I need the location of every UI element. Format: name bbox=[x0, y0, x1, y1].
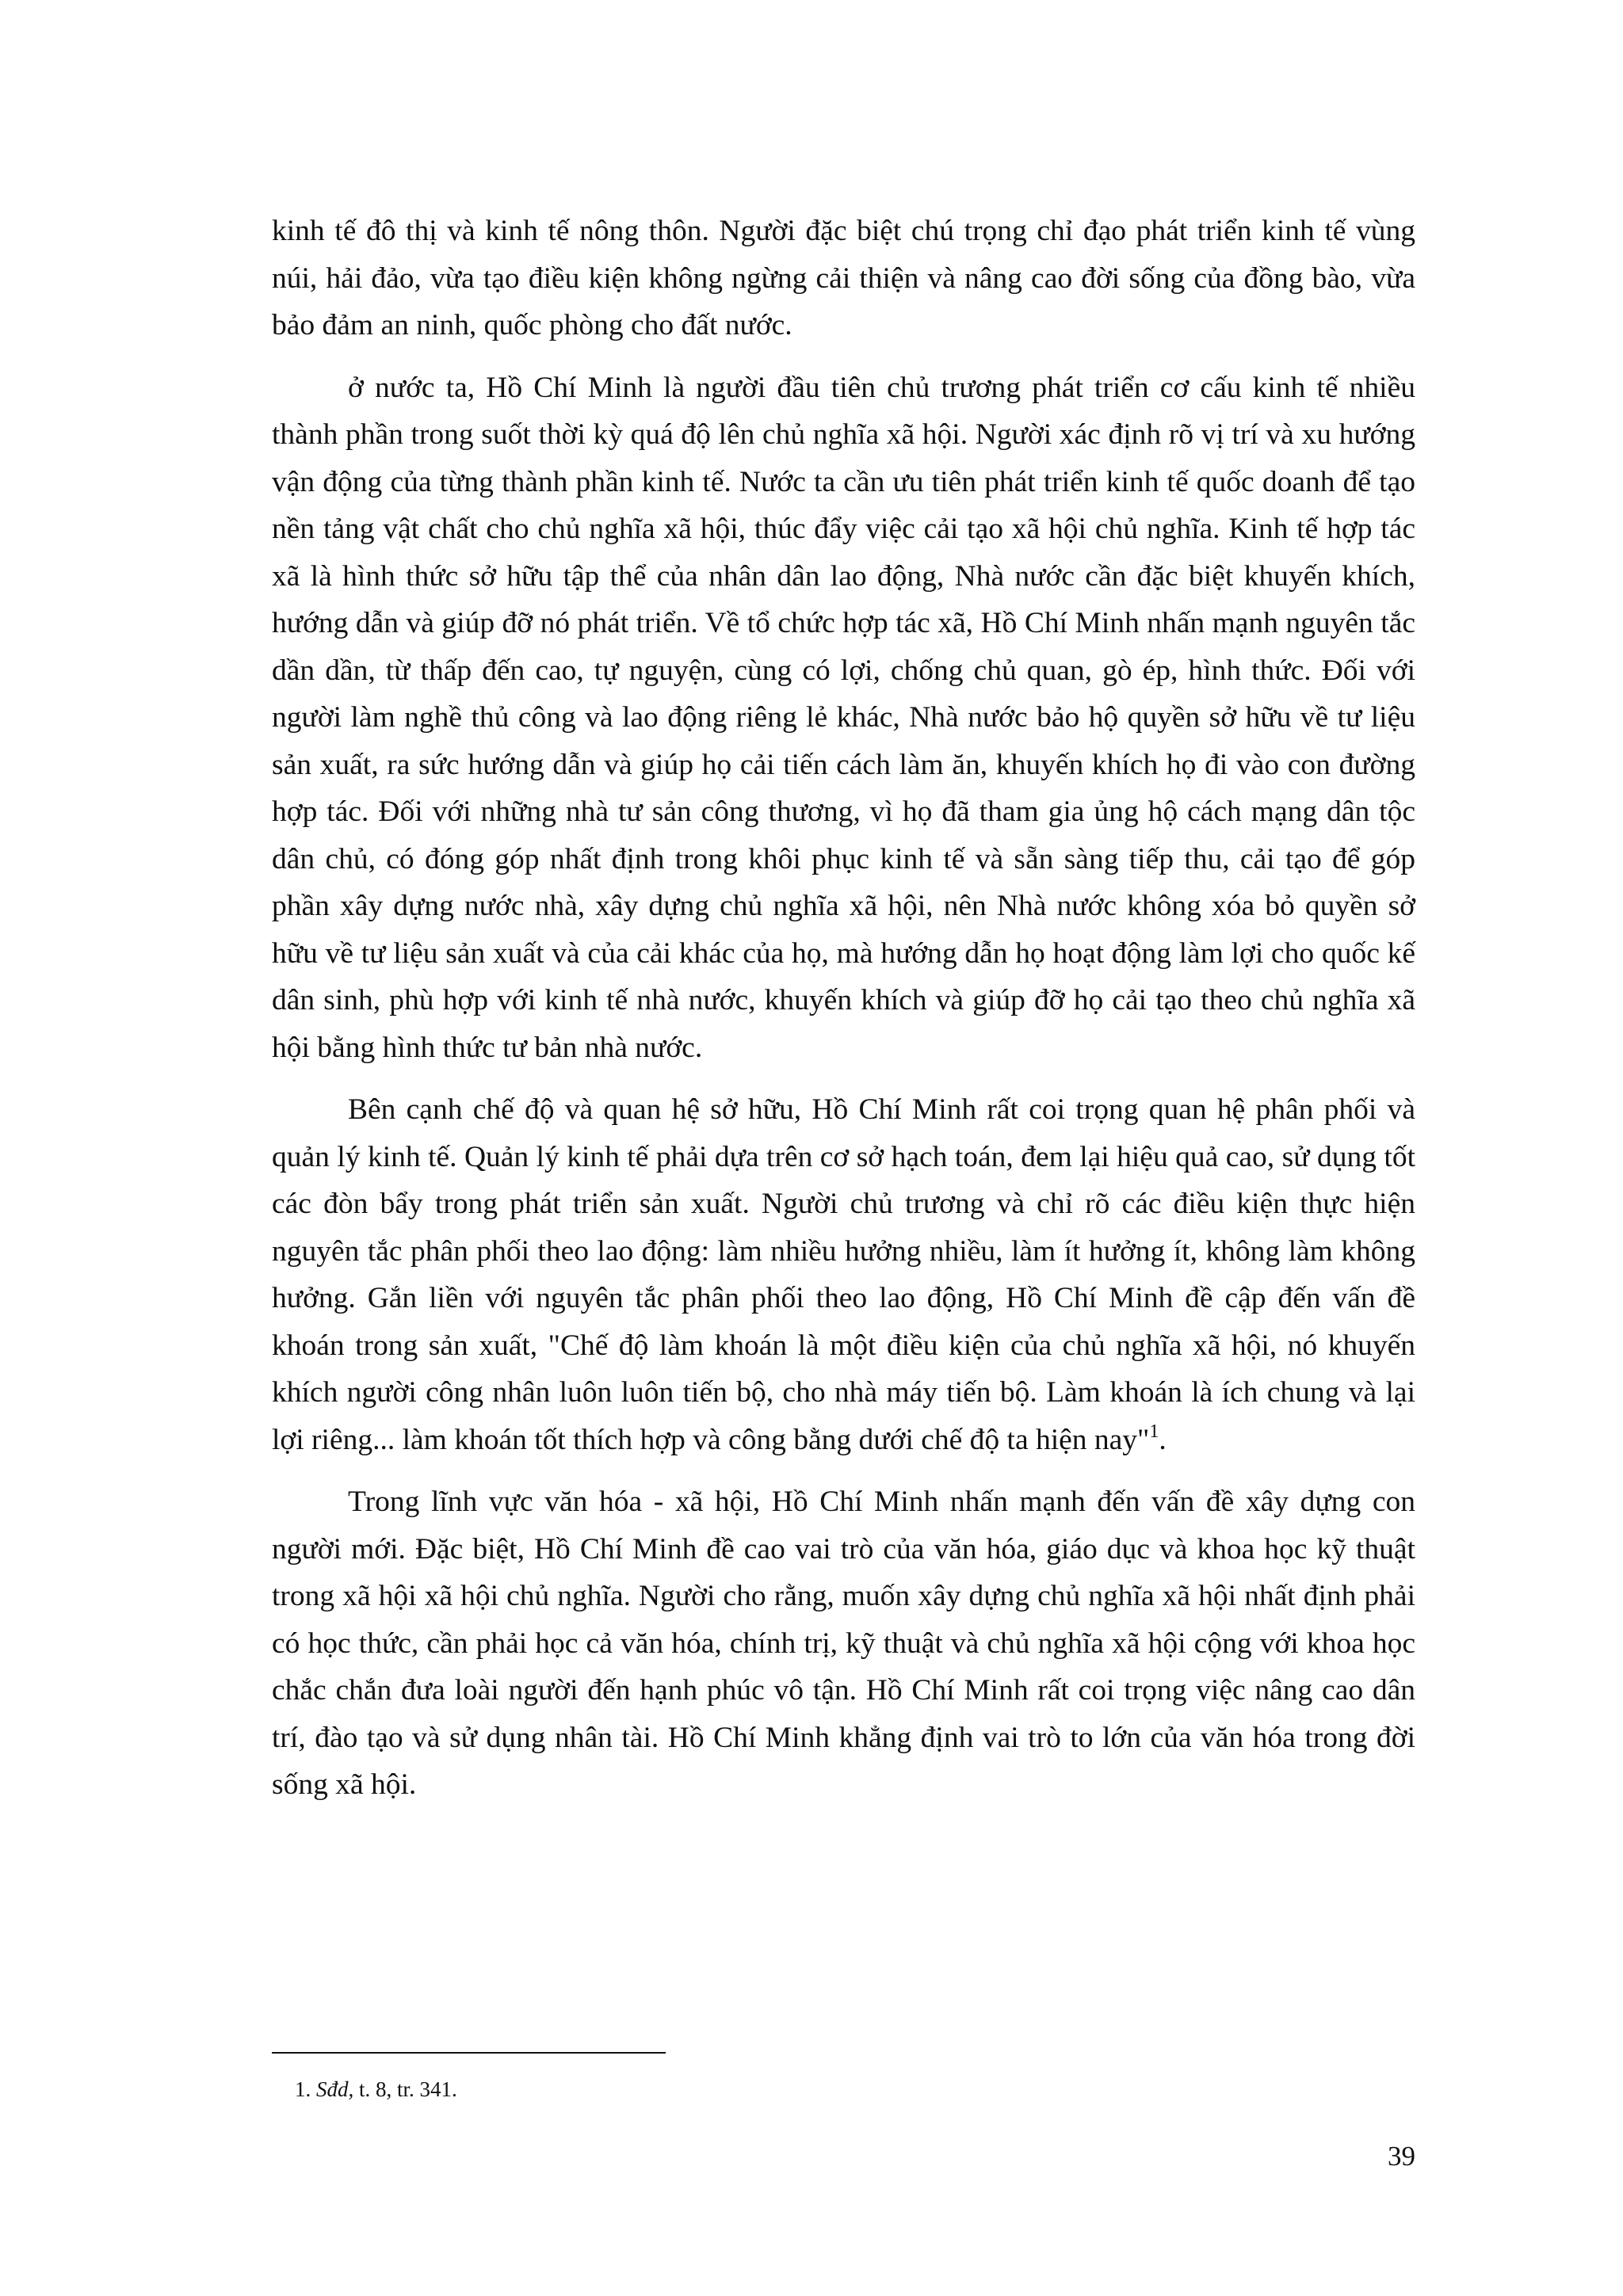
paragraph-3-end-punct: . bbox=[1159, 1423, 1167, 1456]
paragraph-4: Trong lĩnh vực văn hóa - xã hội, Hồ Chí Minh nhấn mạnh đến vấn đề xây dựng con người mới. Đặc biệt, Hồ Chí Minh đề cao vai trò của văn hóa, giáo dục và khoa học kỹ thuật trong xã hội xã hội chủ nghĩa. Người cho rằng, muốn xây dựng chủ nghĩa xã hội nhất định phải có học thức, cần phải học cả văn hóa, chính trị, kỹ thuật và chủ nghĩa xã hội cộng với khoa học chắc chắn đưa loài người đến hạnh phúc vô tận. Hồ Chí Minh rất coi trọng việc nâng cao dân trí, đào tạo và sử dụng nhân tài. Hồ Chí Minh khẳng định vai trò to lớn của văn hóa trong đời sống xã hội. bbox=[272, 1486, 1415, 1801]
footnote-detail: t. 8, tr. 341. bbox=[359, 2077, 457, 2101]
body-text bbox=[272, 208, 1415, 1809]
footnote-number: 1. bbox=[295, 2077, 311, 2101]
footnote-source: Sđd, bbox=[316, 2077, 354, 2101]
paragraph-3 bbox=[272, 1086, 1415, 1463]
paragraph-2: ở nước ta, Hồ Chí Minh là người đầu tiên chủ trương phát triển cơ cấu kinh tế nhiều thành phần trong suốt thời kỳ quá độ lên chủ nghĩa xã hội. Người xác định rõ vị trí và xu hướng vận động của từng thành phần kinh tế. Nước ta cần ưu tiên phát triển kinh tế quốc doanh để tạo nền tảng vật chất cho chủ nghĩa xã hội, thúc đẩy việc cải tạo xã hội chủ nghĩa. Kinh tế hợp tác xã là hình thức sở hữu tập thể của nhân dân lao động, Nhà nước cần đặc biệt khuyến khích, hướng dẫn và giúp đỡ nó phát triển. Về tổ chức hợp tác xã, Hồ Chí Minh nhấn mạnh nguyên tắc dần dần, từ thấp đến cao, tự nguyện, cùng có lợi, chống chủ quan, gò ép, hình thức. Đối với người làm nghề thủ công và lao động riêng lẻ khác, Nhà nước bảo hộ quyền sở hữu về tư liệu sản xuất, ra sức hướng dẫn và giúp họ cải tiến cách làm ăn, khuyến khích họ đi vào con đường hợp tác. Đối với những nhà tư sản công thương, vì họ đã tham gia ủng hộ cách mạng dân tộc dân chủ, có đóng góp nhất định trong khôi phục kinh tế và sẵn sàng tiếp thu, cải tạo để góp phần xây dựng nước nhà, xây dựng chủ nghĩa xã hội, nên Nhà nước không xóa bỏ quyền sở hữu về tư liệu sản xuất và của cải khác của họ, mà hướng dẫn họ hoạt động làm lợi cho quốc kế dân sinh, phù hợp với kinh tế nhà nước, khuyến khích và giúp đỡ họ cải tạo theo chủ nghĩa xã hội bằng hình thức tư bản nhà nước. bbox=[272, 371, 1415, 1064]
footnote-separator bbox=[272, 2052, 666, 2054]
page-number: 39 bbox=[1388, 2141, 1415, 2172]
footnote-reference[interactable]: 1 bbox=[1149, 1421, 1159, 1442]
footnote bbox=[295, 2076, 457, 2103]
paragraph-1: kinh tế đô thị và kinh tế nông thôn. Người đặc biệt chú trọng chỉ đạo phát triển kinh tế vùng núi, hải đảo, vừa tạo điều kiện không ngừng cải thiện và nâng cao đời sống của đồng bào, vừa bảo đảm an ninh, quốc phòng cho đất nước. bbox=[272, 215, 1415, 341]
paragraph-3-text: Bên cạnh chế độ và quan hệ sở hữu, Hồ Chí Minh rất coi trọng quan hệ phân phối và quản lý kinh tế. Quản lý kinh tế phải dựa trên cơ sở hạch toán, đem lại hiệu quả cao, sử dụng tốt các đòn bẩy trong phát triển sản xuất. Người chủ trương và chỉ rõ các điều kiện thực hiện nguyên tắc phân phối theo lao động: làm nhiều hưởng nhiều, làm ít hưởng ít, không làm không hưởng. Gắn liền với nguyên tắc phân phối theo lao động, Hồ Chí Minh đề cập đến vấn đề khoán trong sản xuất, "Chế độ làm khoán là một điều kiện của chủ nghĩa xã hội, nó khuyến khích người công nhân luôn luôn tiến bộ, cho nhà máy tiến bộ. Làm khoán là ích chung và lại lợi riêng... làm khoán tốt thích hợp và công bằng dưới chế độ ta hiện nay" bbox=[272, 1093, 1415, 1456]
